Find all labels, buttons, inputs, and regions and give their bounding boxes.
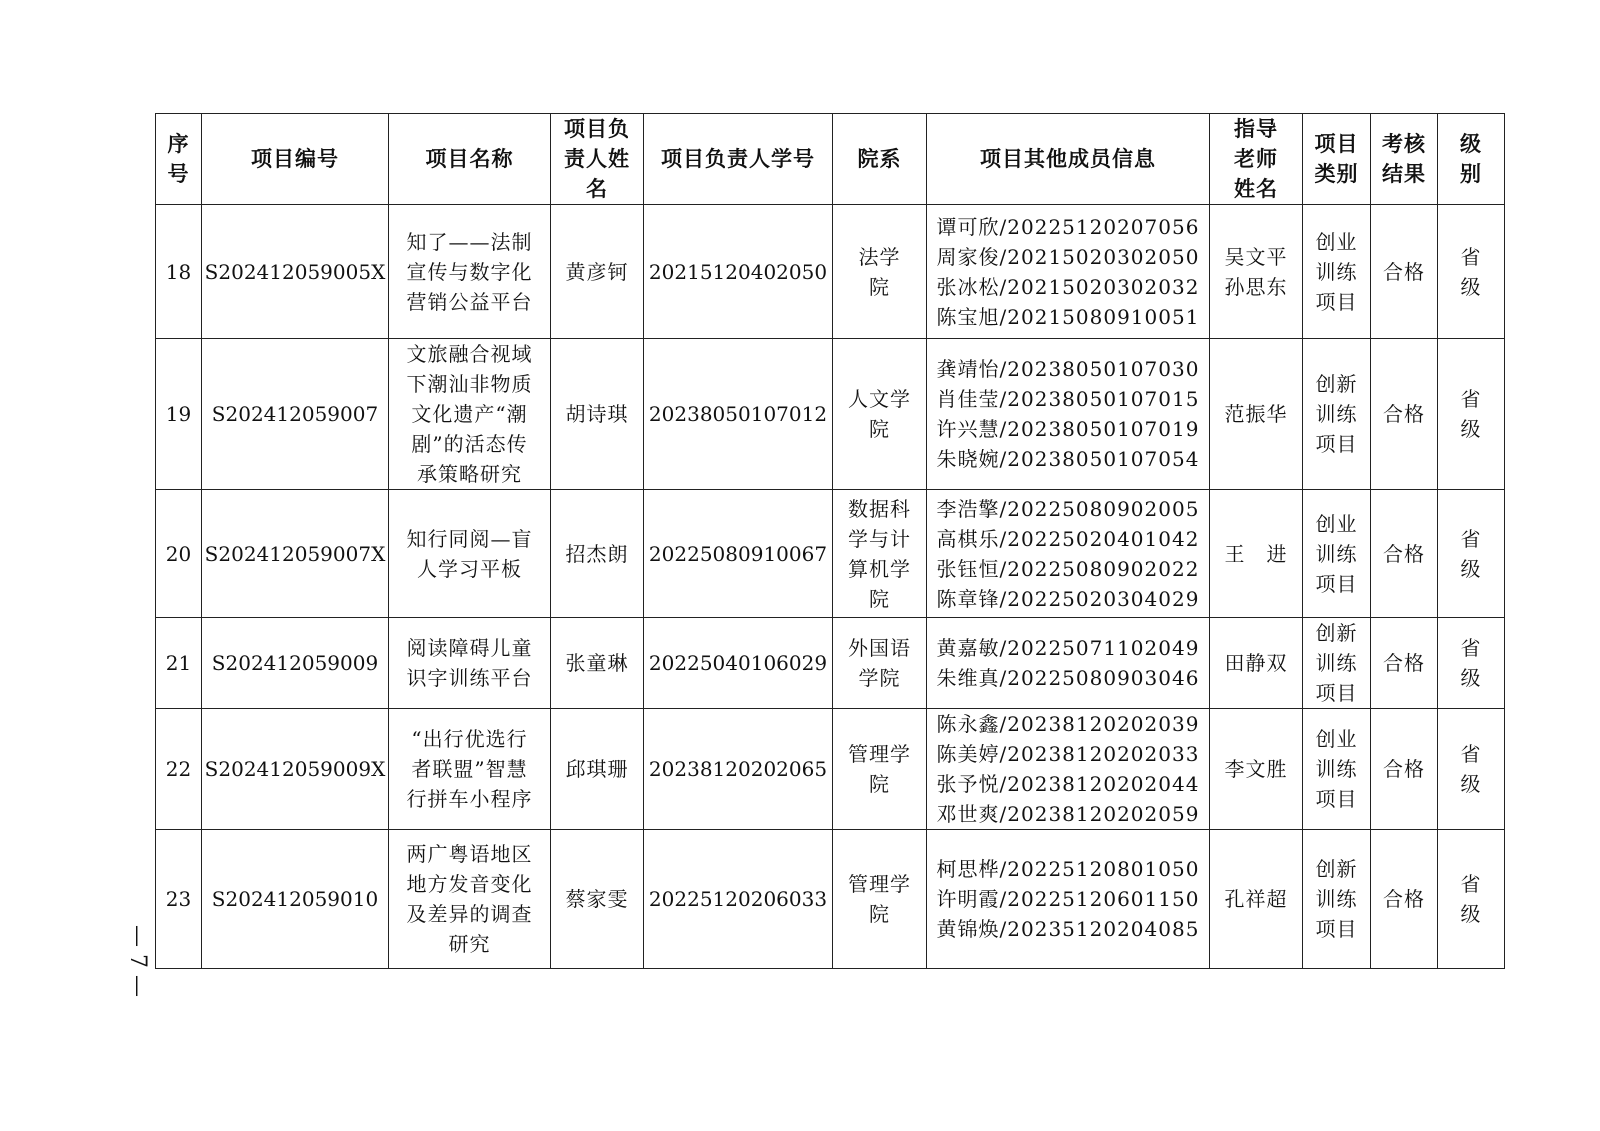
dept-value: 管理学院: [848, 872, 911, 926]
table-row: [156, 205, 1505, 339]
cell-members: [927, 618, 1210, 709]
leader-value: 胡诗琪: [565, 402, 629, 426]
cell-members: [927, 830, 1210, 969]
level-value: 省级: [1460, 872, 1482, 926]
advisor-list: [1210, 399, 1302, 429]
type-value: 创新训练项目: [1315, 857, 1358, 941]
header-leader: 项目负责人姓名: [551, 114, 644, 205]
member-entry: 肖佳莹/20238050107015: [936, 387, 1200, 411]
type-value: 创业训练项目: [1315, 229, 1358, 314]
cell-name: [389, 339, 551, 490]
code-value: S202412059007: [211, 402, 379, 426]
members-list: [937, 212, 1200, 332]
member-entry: 龚靖怡/20238050107030: [936, 357, 1200, 381]
cell-dept: [833, 830, 927, 969]
cell-leader-id: [644, 339, 833, 490]
cell-dept: [833, 490, 927, 618]
table-row: [156, 618, 1505, 709]
advisor-name: 孔祥超: [1224, 887, 1288, 911]
name-value: 知了——法制宣传与数字化营销公益平台: [406, 229, 533, 314]
member-entry: 许兴慧/20238050107019: [936, 417, 1200, 441]
cell-leader: [551, 709, 644, 830]
header-type: 项目类别: [1303, 114, 1371, 205]
table-row: [156, 339, 1505, 490]
advisor-list: [1210, 754, 1302, 784]
cell-leader-id: [644, 205, 833, 339]
leader-id-value: 20215120402050: [648, 259, 828, 284]
member-entry: 谭可欣/20225120207056: [936, 214, 1200, 239]
cell-advisor: [1210, 830, 1303, 969]
member-entry: 陈美婷/20238120202033: [936, 742, 1200, 766]
cell-type: [1303, 205, 1371, 339]
header-dept: 院系: [833, 114, 927, 205]
cell-advisor: [1210, 709, 1303, 830]
leader-id-value: 20225080910067: [648, 541, 828, 566]
dept-value: 人文学院: [848, 387, 911, 441]
seq-value: 23: [165, 887, 192, 911]
cell-leader-id: [644, 618, 833, 709]
advisor-list: [1210, 539, 1302, 569]
cell-level: [1438, 830, 1505, 969]
cell-advisor: [1210, 205, 1303, 339]
cell-result: [1371, 618, 1438, 709]
seq-value: 21: [165, 651, 192, 675]
dept-value: 外国语学院: [848, 636, 911, 690]
type-value: 创业训练项目: [1315, 511, 1358, 596]
advisor-name: 李文胜: [1224, 757, 1288, 781]
result-value: 合格: [1383, 259, 1425, 284]
members-list: [937, 494, 1200, 614]
seq-value: 22: [165, 757, 192, 781]
header-seq: 序号: [156, 114, 202, 205]
leader-value: 张童琳: [565, 651, 629, 675]
project-table: [155, 113, 1505, 969]
cell-level: [1438, 205, 1505, 339]
level-value: 省级: [1460, 387, 1482, 441]
member-entry: 邓世爽/20238120202059: [936, 802, 1200, 826]
cell-seq: [156, 205, 202, 339]
advisor-list: [1210, 884, 1302, 914]
header-members: 项目其他成员信息: [927, 114, 1210, 205]
member-entry: 柯思桦/20225120801050: [936, 857, 1200, 881]
cell-leader: [551, 490, 644, 618]
name-value: 两广粤语地区地方发音变化及差异的调查研究: [406, 842, 533, 956]
cell-dept: [833, 709, 927, 830]
result-value: 合格: [1383, 651, 1425, 675]
dept-value: 管理学院: [848, 742, 911, 796]
name-value: “出行优选行者联盟”智慧行拼车小程序: [406, 727, 533, 811]
member-entry: 张予悦/20238120202044: [936, 772, 1200, 796]
cell-leader: [551, 339, 644, 490]
members-list: [937, 633, 1200, 693]
cell-members: [927, 709, 1210, 830]
seq-value: 18: [165, 259, 192, 284]
header-advisor: 指导老师姓名: [1210, 114, 1303, 205]
result-value: 合格: [1383, 757, 1425, 781]
level-value: 省级: [1460, 244, 1482, 299]
cell-name: [389, 709, 551, 830]
table-body: [156, 205, 1505, 969]
cell-leader-id: [644, 490, 833, 618]
cell-dept: [833, 618, 927, 709]
member-entry: 朱维真/20225080903046: [936, 666, 1200, 690]
leader-value: 招杰朗: [565, 541, 629, 566]
cell-result: [1371, 339, 1438, 490]
code-value: S202412059009: [211, 651, 379, 675]
name-value: 文旅融合视域下潮汕非物质文化遗产“潮剧”的活态传承策略研究: [406, 342, 533, 486]
cell-type: [1303, 339, 1371, 490]
cell-dept: [833, 205, 927, 339]
cell-type: [1303, 490, 1371, 618]
cell-result: [1371, 830, 1438, 969]
cell-level: [1438, 339, 1505, 490]
cell-type: [1303, 830, 1371, 969]
member-entry: 张钰恒/20225080902022: [936, 556, 1200, 581]
page-number: — 7 —: [125, 925, 150, 997]
cell-seq: [156, 709, 202, 830]
cell-code: [202, 205, 389, 339]
cell-code: [202, 618, 389, 709]
cell-members: [927, 339, 1210, 490]
dept-value: 法学院: [858, 244, 901, 299]
member-entry: 黄嘉敏/20225071102049: [936, 636, 1200, 660]
cell-name: [389, 830, 551, 969]
members-list: [937, 854, 1200, 944]
leader-id-value: 20238120202065: [648, 757, 828, 781]
member-entry: 张冰松/20215020302032: [936, 274, 1200, 299]
cell-dept: [833, 339, 927, 490]
cell-code: [202, 830, 389, 969]
header-level: 级别: [1438, 114, 1505, 205]
cell-advisor: [1210, 339, 1303, 490]
member-entry: 许明霞/20225120601150: [936, 887, 1200, 911]
code-value: S202412059010: [211, 887, 379, 911]
seq-value: 20: [165, 541, 192, 566]
name-value: 阅读障碍儿童识字训练平台: [406, 636, 533, 690]
header-leader-id: 项目负责人学号: [644, 114, 833, 205]
leader-value: 邱琪珊: [565, 757, 629, 781]
member-entry: 朱晓婉/20238050107054: [936, 447, 1200, 471]
leader-id-value: 20225120206033: [648, 887, 828, 911]
advisor-list: [1210, 648, 1302, 678]
cell-leader: [551, 618, 644, 709]
member-entry: 黄锦焕/20235120204085: [936, 917, 1200, 941]
header-code: 项目编号: [202, 114, 389, 205]
cell-advisor: [1210, 490, 1303, 618]
table-row: [156, 830, 1505, 969]
table-row: [156, 490, 1505, 618]
header-name: 项目名称: [389, 114, 551, 205]
cell-type: [1303, 709, 1371, 830]
level-value: 省级: [1460, 526, 1482, 581]
type-value: 创新训练项目: [1315, 621, 1358, 705]
cell-level: [1438, 490, 1505, 618]
cell-result: [1371, 709, 1438, 830]
cell-name: [389, 618, 551, 709]
cell-level: [1438, 709, 1505, 830]
cell-name: [389, 490, 551, 618]
result-value: 合格: [1383, 402, 1425, 426]
dept-value: 数据科学与计算机学院: [848, 496, 911, 611]
cell-result: [1371, 205, 1438, 339]
advisor-name: 吴文平: [1224, 244, 1288, 269]
header-row: [156, 114, 1505, 205]
cell-leader: [551, 830, 644, 969]
members-list: [937, 709, 1200, 829]
member-entry: 周家俊/20215020302050: [936, 244, 1200, 269]
cell-result: [1371, 490, 1438, 618]
cell-advisor: [1210, 618, 1303, 709]
result-value: 合格: [1383, 887, 1425, 911]
advisor-name: 范振华: [1224, 402, 1288, 426]
advisor-name: 孙思东: [1224, 274, 1288, 299]
cell-code: [202, 709, 389, 830]
result-value: 合格: [1383, 541, 1425, 566]
table-row: [156, 709, 1505, 830]
code-value: S202412059009X: [204, 757, 386, 781]
level-value: 省级: [1460, 742, 1482, 796]
header-result: 考核结果: [1371, 114, 1438, 205]
code-value: S202412059005X: [204, 259, 386, 284]
member-entry: 高棋乐/20225020401042: [936, 526, 1200, 551]
advisor-name: 王 进: [1224, 541, 1288, 566]
cell-leader-id: [644, 709, 833, 830]
cell-type: [1303, 618, 1371, 709]
member-entry: 陈永鑫/20238120202039: [936, 712, 1200, 736]
cell-code: [202, 490, 389, 618]
cell-code: [202, 339, 389, 490]
type-value: 创业训练项目: [1315, 727, 1358, 811]
leader-id-value: 20225040106029: [648, 651, 828, 675]
advisor-list: [1210, 242, 1302, 302]
cell-name: [389, 205, 551, 339]
cell-members: [927, 205, 1210, 339]
leader-id-value: 20238050107012: [648, 402, 828, 426]
type-value: 创新训练项目: [1315, 372, 1358, 456]
level-value: 省级: [1460, 636, 1482, 690]
code-value: S202412059007X: [204, 541, 386, 566]
advisor-name: 田静双: [1224, 651, 1288, 675]
member-entry: 陈章锋/20225020304029: [936, 586, 1200, 611]
member-entry: 李浩擎/20225080902005: [936, 496, 1200, 521]
cell-leader-id: [644, 830, 833, 969]
members-list: [937, 354, 1200, 474]
cell-members: [927, 490, 1210, 618]
leader-value: 黄彦钶: [565, 259, 629, 284]
cell-seq: [156, 339, 202, 490]
cell-seq: [156, 490, 202, 618]
leader-value: 蔡家雯: [565, 887, 629, 911]
cell-level: [1438, 618, 1505, 709]
cell-leader: [551, 205, 644, 339]
seq-value: 19: [165, 402, 192, 426]
member-entry: 陈宝旭/20215080910051: [936, 304, 1200, 329]
cell-seq: [156, 618, 202, 709]
name-value: 知行同阅—盲人学习平板: [406, 526, 533, 581]
